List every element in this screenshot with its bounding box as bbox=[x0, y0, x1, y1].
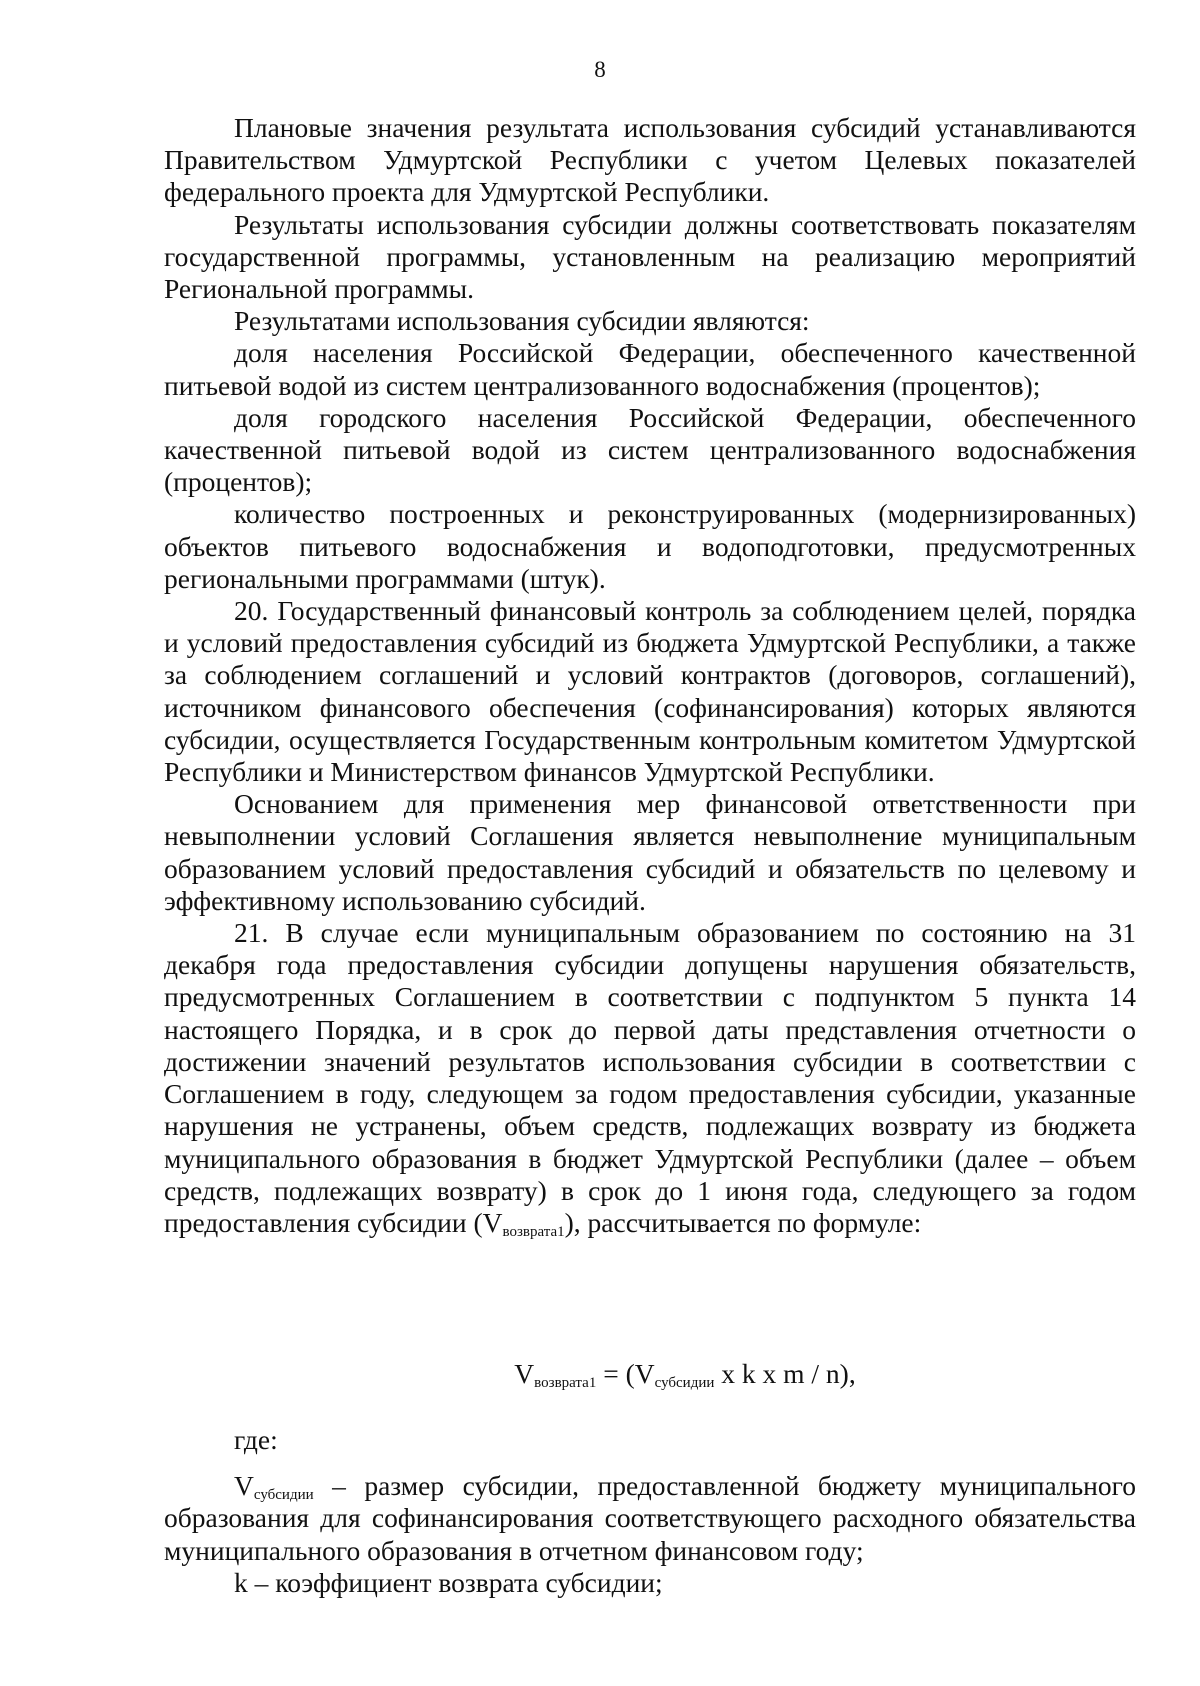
paragraph-results-intro: Результатами использования субсидии являются: bbox=[234, 305, 810, 337]
formula-expression bbox=[444, 1358, 855, 1390]
page-number: 8 bbox=[594, 57, 606, 82]
return-formula bbox=[164, 1358, 1136, 1390]
definition-v-subsidy bbox=[164, 1470, 1136, 1567]
paragraph-20-financial-control: 20. Государственный финансовый контроль за соблюдением целей, порядка и условий предоставления субсидий из бюджета Удмуртской Республики, а также за соблюдением соглашений и условий контрактов (договоров, соглашений), источником финансового обеспечения (софинансирования) которых являются субсидии, осуществляется Государственным контрольным комитетом Удмуртской Республики и Министерством финансов Удмуртской Республики. bbox=[164, 595, 1136, 788]
document-body bbox=[164, 112, 1136, 1239]
formula-v: V bbox=[514, 1358, 535, 1389]
formula-equals: = (V bbox=[596, 1358, 655, 1389]
paragraph-21-text: 21. В случае если муниципальным образованием по состоянию на 31 декабря года предоставления субсидии допущены нарушения обязательств, предусмотренных Соглашением в соответствии с подпунктом 5 пункта 14 настоящего Порядка, и в срок до первой даты представления отчетности о достижении значений результатов использования субсидии в соответствии с Соглашением в году, следующем за годом предоставления субсидии, указанные нарушения не устранены, объем средств, подлежащих возврату из бюджета муниципального образования в бюджет Удмуртской Республики (далее – объем средств, подлежащих возврату) в срок до 1 июня года, следующего за годом предоставления субсидии (V bbox=[164, 917, 1136, 1238]
definition-v-text: – размер субсидии, предоставленной бюджету муниципального образования для софинансирования соответствующего расходного обязательства муниципального образования в отчетном финансовом году; bbox=[164, 1470, 1136, 1566]
list-item-facilities-count: количество построенных и реконструированных (модернизированных) объектов питьевого водоснабжения и водоподготовки, предусмотренных региональными программами (штук). bbox=[164, 498, 1136, 594]
paragraph-liability-basis: Основанием для применения мер финансовой ответственности при невыполнении условий Соглашения является невыполнение муниципальным образованием условий предоставления субсидий и обязательств по целевому и эффективному использованию субсидий. bbox=[164, 788, 1136, 916]
paragraph-21-ending: ), рассчитывается по формуле: bbox=[564, 1206, 922, 1238]
list-item-urban-population-share: доля городского населения Российской Федерации, обеспеченного качественной питьевой водой из систем централизованного водоснабжения (процентов); bbox=[164, 401, 1136, 498]
subscript-return: возврата1 bbox=[502, 1223, 565, 1240]
formula-sub-subsidy: субсидии bbox=[654, 1375, 715, 1391]
definitions-block bbox=[164, 1424, 1136, 1599]
definition-v-subscript: субсидии bbox=[253, 1487, 314, 1504]
definition-v-symbol: V bbox=[234, 1470, 254, 1502]
paragraph-planned-values: Плановые значения результата использования субсидий устанавливаются Правительством Удмуртской Республики с учетом Целевых показателей федерального проекта для Удмуртской Республики. bbox=[164, 112, 1136, 208]
definition-k: k – коэффициент возврата субсидии; bbox=[234, 1566, 663, 1598]
list-item-population-share: доля населения Российской Федерации, обеспеченного качественной питьевой водой из систем централизованного водоснабжения (процентов); bbox=[164, 337, 1136, 401]
formula-sub-return: возврата1 bbox=[534, 1375, 597, 1391]
paragraph-21-return bbox=[164, 917, 1136, 1239]
where-label: где: bbox=[234, 1424, 278, 1455]
formula-tail: x k x m / n), bbox=[714, 1358, 856, 1389]
paragraph-results-match: Результаты использования субсидии должны соответствовать показателям государственной программы, установленным на реализацию мероприятий Региональной программы. bbox=[164, 208, 1136, 305]
